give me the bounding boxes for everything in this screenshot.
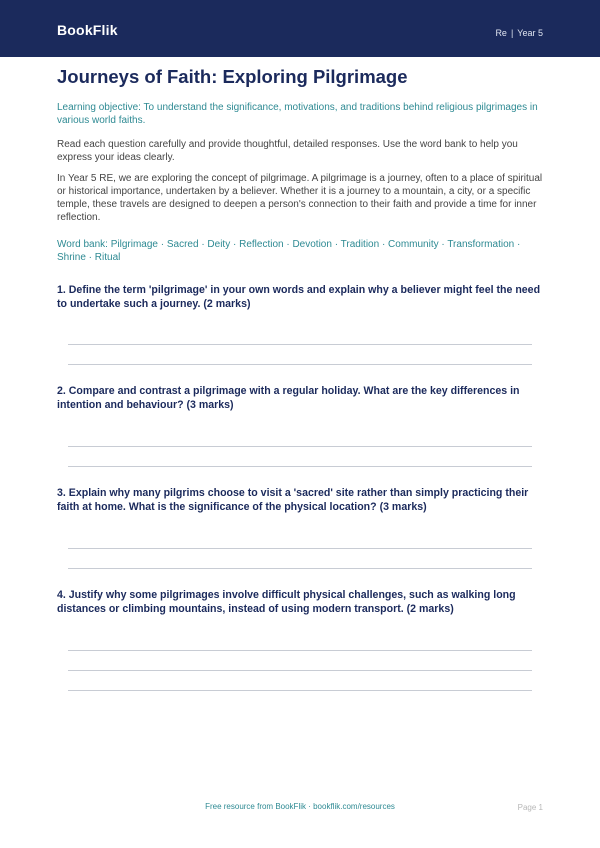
answer-line[interactable] [68, 548, 532, 549]
answer-line[interactable] [68, 364, 532, 365]
answer-line[interactable] [68, 650, 532, 651]
intro-paragraph: In Year 5 RE, we are exploring the concept of pilgrimage. A pilgrimage is a journey, often to a place of spiritual or historical importance, undertaken by a believer. Whether it is a journey to a mountain, a city, or a specific temple, these travels are designed to deepen a person's connection to their faith and provide a time for inner reflection. [57, 173, 543, 223]
year-label: Year 5 [517, 28, 543, 38]
meta-separator: | [510, 28, 514, 38]
question-3: 3. Explain why many pilgrims choose to visit a 'sacred' site rather than simply practicing their faith at home. What is the significance of the physical location? (3 marks) [57, 487, 529, 513]
page-header [0, 0, 600, 57]
page-title: Journeys of Faith: Exploring Pilgrimage [57, 66, 408, 87]
answer-line[interactable] [68, 670, 532, 671]
subject-year-label [495, 28, 543, 38]
answer-line[interactable] [68, 466, 532, 467]
answer-line[interactable] [68, 446, 532, 447]
answer-line[interactable] [68, 690, 532, 691]
question-2: 2. Compare and contrast a pilgrimage with a regular holiday. What are the key differences in intention and behaviour? (3 marks) [57, 385, 520, 411]
page-number: Page 1 [517, 803, 543, 812]
word-bank: Word bank: Pilgrimage · Sacred · Deity · Reflection · Devotion · Tradition · Community · Transformation · Shrine · Ritual [57, 239, 521, 263]
question-4: 4. Justify why some pilgrimages involve difficult physical challenges, such as walking long distances or climbing mountains, instead of using modern transport. (2 marks) [57, 589, 516, 615]
subject-label: Re [495, 28, 507, 38]
answer-line[interactable] [68, 568, 532, 569]
footer-link[interactable]: Free resource from BookFlik · bookflik.com/resources [205, 802, 395, 811]
brand-logo[interactable]: BookFlik [57, 22, 118, 38]
instructions: Read each question carefully and provide thoughtful, detailed responses. Use the word bank to help you express your ideas clearly. [57, 139, 518, 163]
question-1: 1. Define the term 'pilgrimage' in your own words and explain why a believer might feel the need to undertake such a journey. (2 marks) [57, 284, 541, 310]
answer-line[interactable] [68, 344, 532, 345]
learning-objective: Learning objective: To understand the significance, motivations, and traditions behind religious pilgrimages in various world faiths. [57, 102, 538, 126]
